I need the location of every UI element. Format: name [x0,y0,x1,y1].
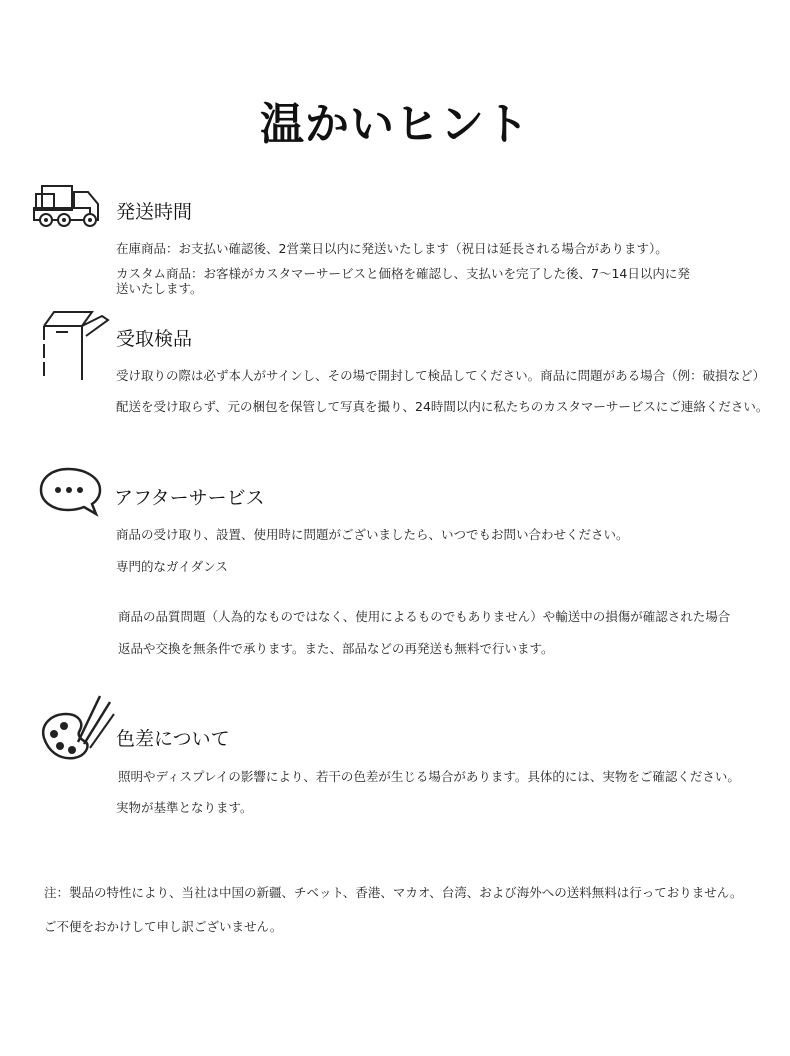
after-service-line-1: 商品の受け取り、設置、使用時に問題がございましたら、いつでもお問い合わせください。 [116,527,629,542]
color-difference-line-1: 照明やディスプレイの影響により、若干の色差が生じる場合があります。具体的には、実物をご確認ください。 [118,769,740,784]
page-title: 温かいヒント [260,99,530,150]
section-heading-after-service: アフターサービス [114,487,265,509]
open-box-icon [36,306,112,386]
apology-note: ご不便をおかけして申し訳ございません。 [44,919,283,934]
after-service-line-3: 商品の品質問題（人為的なものではなく、使用によるものでもありません）や輸送中の損傷が確認された場合 [118,609,731,624]
color-difference-line-2: 実物が基準となります。 [116,800,253,815]
inspection-line-2: 配送を受け取らず、元の梱包を保管して写真を撮り、24時間以内に私たちのカスタマーサービスにご連絡ください。 [116,399,769,414]
shipping-line-2: カスタム商品：お客様がカスタマーサービスと価格を確認し、支払いを完了した後、7〜14日以内に発送いたします。 [116,266,690,296]
after-service-line-2: 専門的なガイダンス [116,559,228,574]
section-heading-color-difference: 色差について [116,728,230,750]
paint-palette-icon [38,690,118,768]
section-heading-inspection: 受取検品 [116,328,193,350]
chat-bubble-icon [38,466,104,522]
section-heading-shipping: 発送時間 [116,201,193,223]
inspection-line-1: 受け取りの際は必ず本人がサインし、その場で開封して検品してください。商品に問題がある場合（例：破損など） [116,368,766,383]
shipping-line-1: 在庫商品：お支払い確認後、2営業日以内に発送いたします（祝日は延長される場合があります）。 [116,241,668,256]
delivery-truck-icon [32,180,108,234]
after-service-line-4: 返品や交換を無条件で承ります。また、部品などの再発送も無料で行います。 [118,641,554,656]
shipping-restriction-note: 注：製品の特性により、当社は中国の新疆、チベット、香港、マカオ、台湾、および海外への送料無料は行っておりません。 [44,885,743,900]
